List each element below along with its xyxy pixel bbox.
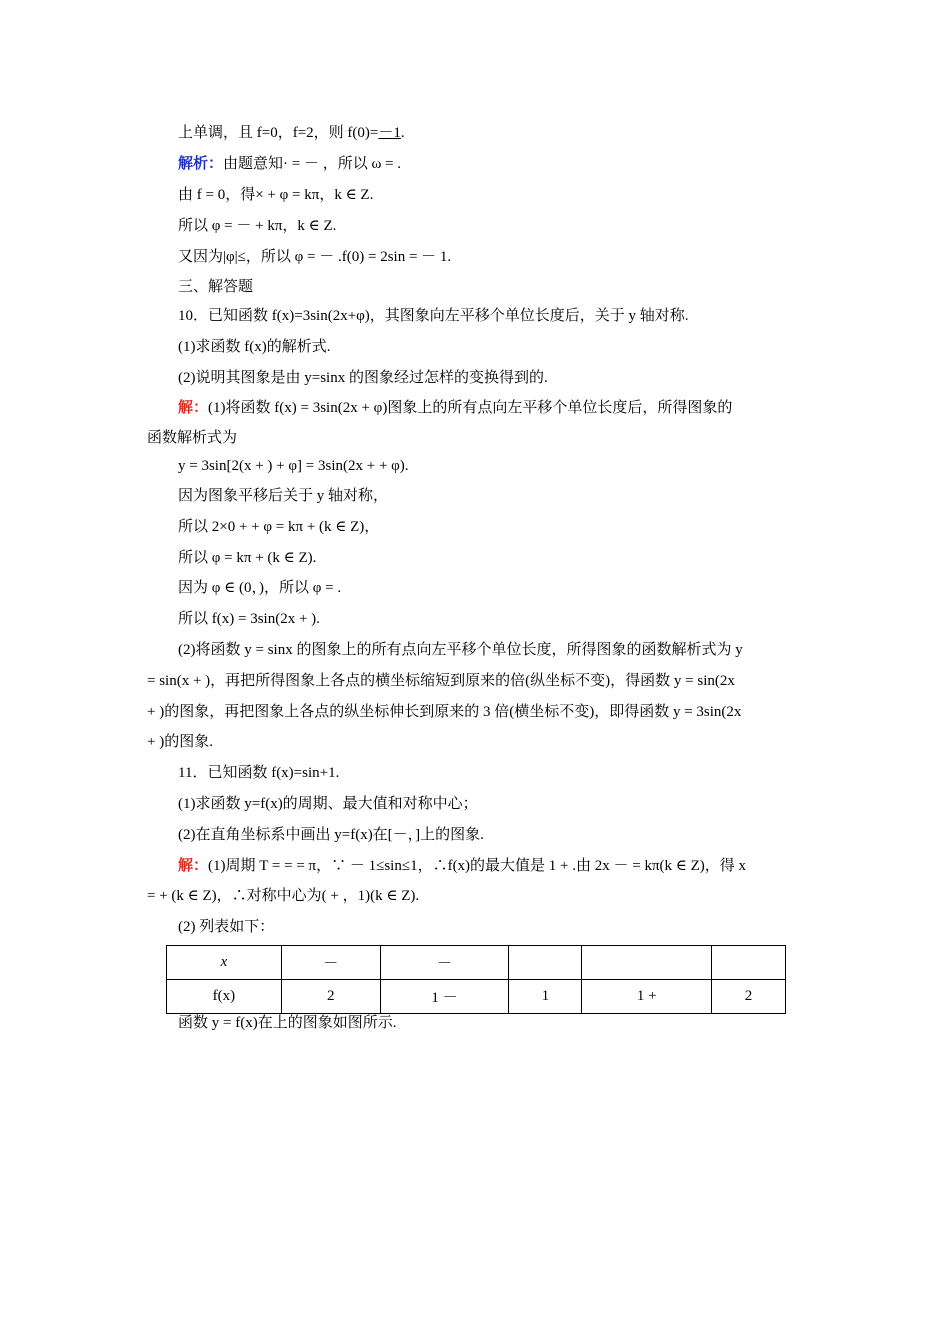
line-text: 所以 2×0 + + φ = kπ + (k ∈ Z)， xyxy=(178,519,380,535)
cell-text: 2 xyxy=(744,988,753,1004)
table-cell xyxy=(167,980,282,1014)
cell-text: － xyxy=(437,956,453,972)
text-line xyxy=(178,517,379,537)
text-line xyxy=(178,456,409,476)
line-text: 由题意知· = － ，所以 ω = . xyxy=(223,156,402,172)
question-11-part-1 xyxy=(178,794,478,814)
question-10 xyxy=(178,306,689,326)
text-line xyxy=(147,732,213,752)
line-text: (1)求函数 y=f(x)的周期、最大值和对称中心； xyxy=(178,796,478,812)
line-text: (1)求函数 f(x)的解析式. xyxy=(178,339,331,355)
line-text: 函数 y = f(x)在上的图象如图所示. xyxy=(178,1015,397,1031)
question-10-part-1 xyxy=(178,337,330,357)
line-text: + )的图象，再把图象上各点的纵坐标伸长到原来的 3 倍(横坐标不变)，即得函数 y = 3sin(2x xyxy=(147,704,742,720)
line-text: (2)在直角坐标系中画出 y=f(x)在[－，]上的图象. xyxy=(178,827,484,843)
cell-text: 1 + xyxy=(636,988,657,1004)
line-text: (2)将函数 y = sinx 的图象上的所有点向左平移个单位长度，所得图象的函数解析式为 y xyxy=(178,642,743,658)
line-text: 函数解析式为 xyxy=(147,430,238,446)
table-cell xyxy=(380,946,509,980)
text-line xyxy=(147,886,419,906)
table-cell xyxy=(582,980,712,1014)
line-text: 所以 φ = － + kπ，k ∈ Z. xyxy=(178,218,337,234)
table-row xyxy=(167,946,786,980)
line-text: (2)说明其图象是由 y=sinx 的图象经过怎样的变换得到的. xyxy=(178,370,548,386)
line-text: 11．已知函数 f(x)=sin+1. xyxy=(178,765,340,781)
cell-text: － xyxy=(323,956,339,972)
text-line xyxy=(178,609,320,629)
text-line xyxy=(178,548,316,568)
text-line xyxy=(147,428,237,448)
text-line xyxy=(147,671,735,691)
solution-label: 解： xyxy=(178,858,209,874)
line-text: 因为 φ ∈ (0，)，所以 φ = . xyxy=(178,580,342,596)
table-cell xyxy=(712,980,786,1014)
text-line xyxy=(178,578,341,598)
answer-underlined: －1 xyxy=(378,125,401,141)
section-heading xyxy=(178,277,253,297)
cell-text: x xyxy=(220,954,228,970)
question-11-part-2 xyxy=(178,825,484,845)
text-line xyxy=(147,702,741,722)
line-text: y = 3sin[2(x + ) + φ] = 3sin(2x + + φ). xyxy=(178,458,409,474)
text-line xyxy=(178,123,405,143)
line-text: (1)将函数 f(x) = 3sin(2x + φ)图象上的所有点向左平移个单位长度后，所得图象的 xyxy=(208,400,733,416)
line-text: 所以 f(x) = 3sin(2x + ). xyxy=(178,611,320,627)
line-text: 10．已知函数 f(x)=3sin(2x+φ)，其图象向左平移个单位长度后，关于 y 轴对称. xyxy=(178,308,689,324)
text-line xyxy=(178,486,388,506)
table-cell xyxy=(509,980,582,1014)
solution-label: 解： xyxy=(178,400,209,416)
cell-text: 1 － xyxy=(431,990,458,1006)
line-text: 由 f = 0，得× + φ = kπ，k ∈ Z. xyxy=(178,187,374,203)
table-cell xyxy=(281,980,380,1014)
text-line xyxy=(178,1013,396,1033)
text-line xyxy=(178,640,743,660)
table-cell xyxy=(281,946,380,980)
solution-line xyxy=(178,856,746,876)
cell-text: f(x) xyxy=(212,988,236,1004)
line-text: = + (k ∈ Z)，∴对称中心为( + ，1)(k ∈ Z). xyxy=(147,888,420,904)
question-10-part-2 xyxy=(178,368,548,388)
analysis-label: 解析： xyxy=(178,156,224,172)
cell-text: 2 xyxy=(327,988,335,1004)
table-cell xyxy=(582,946,712,980)
text-line xyxy=(178,216,336,236)
line-text: 所以 φ = kπ + (k ∈ Z). xyxy=(178,550,317,566)
line-text: . xyxy=(400,125,405,141)
text-line xyxy=(178,247,451,267)
line-text: 又因为|φ|≤，所以 φ = － .f(0) = 2sin = － 1. xyxy=(178,249,452,265)
question-11 xyxy=(178,763,339,783)
line-text: = sin(x + )，再把所得图象上各点的横坐标缩短到原来的倍(纵坐标不变)，得函数 y = sin(2x xyxy=(147,673,735,689)
text-line xyxy=(178,185,373,205)
line-text: 上单调，且 f=0，f=2，则 f(0)= xyxy=(178,125,379,141)
value-table xyxy=(166,945,786,1014)
line-text: + )的图象. xyxy=(147,734,213,750)
table-cell xyxy=(380,980,509,1014)
line-text: (2) 列表如下： xyxy=(178,919,275,935)
table-row xyxy=(167,980,786,1014)
table-cell xyxy=(712,946,786,980)
line-text: 因为图象平移后关于 y 轴对称， xyxy=(178,488,389,504)
section-title: 三、解答题 xyxy=(178,279,254,295)
table-cell xyxy=(509,946,582,980)
line-text: (1)周期 T = = = π，∵ － 1≤sin≤1，∴f(x)的最大值是 1 + .由 2x － = kπ(k ∈ Z)，得 x xyxy=(208,858,747,874)
text-line xyxy=(178,917,274,937)
table-cell xyxy=(167,946,282,980)
analysis-line xyxy=(178,154,401,174)
solution-line xyxy=(178,398,732,418)
cell-text: 1 xyxy=(541,988,550,1004)
